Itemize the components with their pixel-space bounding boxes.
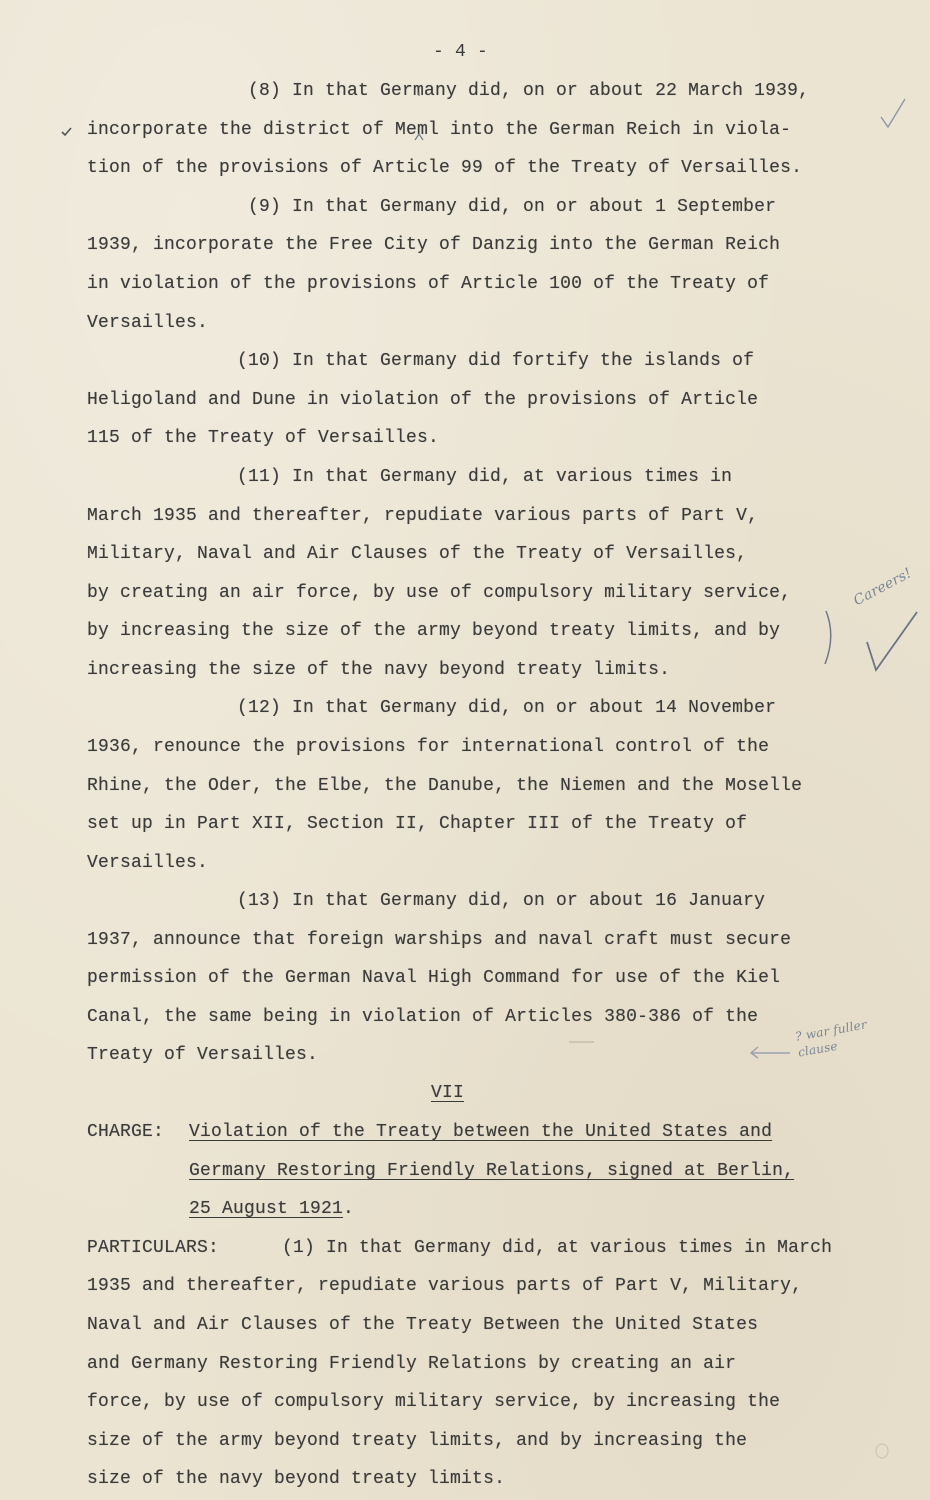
paragraph-8-line-3: tion of the provisions of Article 99 of the Treaty of Versailles. [87,158,803,178]
charge-date: 25 August 1921 [189,1199,344,1219]
particulars-label: PARTICULARS: [87,1238,220,1258]
paragraph-13-line-4: Canal, the same being in violation of Articles 380-386 of the [87,1007,759,1027]
margin-note-careers: Careers! [851,565,915,610]
charge-line-1: Violation of the Treaty between the United States and [189,1122,773,1142]
paragraph-12-line-5: Versailles. [87,853,209,873]
particulars-line-1: (1) In that Germany did, at various times in March [282,1238,833,1258]
particulars-line-2: 1935 and thereafter, repudiate various parts of Part V, Military, [87,1276,803,1296]
checkmark-icon [878,95,908,135]
paragraph-13-line-1: (13) In that Germany did, on or about 16 January [237,891,766,911]
paragraph-11-line-1: (11) In that Germany did, at various times in [237,467,733,487]
paragraph-12-line-1: (12) In that Germany did, on or about 14 November [237,698,777,718]
charge-period: . [343,1199,355,1219]
paragraph-13-line-5: Treaty of Versailles. [87,1045,319,1065]
paragraph-11-line-2: March 1935 and thereafter, repudiate various parts of Part V, [87,506,759,526]
paragraph-11-line-3: Military, Naval and Air Clauses of the Treaty of Versailles, [87,544,748,564]
faint-circle-mark [874,1442,890,1460]
paragraph-9-line-2: 1939, incorporate the Free City of Danzig into the German Reich [87,235,781,255]
page-number: - 4 - [433,42,489,62]
paragraph-12-line-4: set up in Part XII, Section II, Chapter III of the Treaty of [87,814,748,834]
paragraph-11-line-5: by increasing the size of the army beyond treaty limits, and by [87,621,781,641]
paragraph-9-line-4: Versailles. [87,313,209,333]
pencil-stray-mark [568,1040,596,1044]
paragraph-8-line-1: (8) In that Germany did, on or about 22 March 1939, [248,81,810,101]
paragraph-13-line-3: permission of the German Naval High Command for use of the Kiel [87,968,781,988]
margin-tick-mark-icon [60,125,74,139]
paragraph-9-line-3: in violation of the provisions of Article 100 of the Treaty of [87,274,770,294]
paragraph-11-line-6: increasing the size of the navy beyond treaty limits. [87,660,671,680]
paragraph-9-line-1: (9) In that Germany did, on or about 1 September [248,197,777,217]
margin-note-clause: ? war fuller clause [794,1017,868,1060]
particulars-line-6: size of the army beyond treaty limits, and by increasing the [87,1431,748,1451]
paragraph-10-line-3: 115 of the Treaty of Versailles. [87,428,440,448]
paragraph-8-line-2: incorporate the district of Meml into the German Reich in viola- [87,120,792,140]
charge-label: CHARGE: [87,1122,165,1142]
arrow-left-icon [748,1044,793,1060]
paragraph-11-line-4: by creating an air force, by use of compulsory military service, [87,583,792,603]
paragraph-12-line-3: Rhine, the Oder, the Elbe, the Danube, the Niemen and the Moselle [87,776,803,796]
charge-line-2: Germany Restoring Friendly Relations, signed at Berlin, [189,1161,795,1181]
paragraph-12-line-2: 1936, renounce the provisions for international control of the [87,737,770,757]
insertion-caret-icon [412,90,426,146]
paragraph-10-line-1: (10) In that Germany did fortify the islands of [237,351,755,371]
section-heading: VII [431,1083,465,1103]
particulars-line-4: and Germany Restoring Friendly Relations by creating an air [87,1354,737,1374]
paragraph-10-line-2: Heligoland and Dune in violation of the provisions of Article [87,390,759,410]
particulars-line-3: Naval and Air Clauses of the Treaty Between the United States [87,1315,759,1335]
bracket-mark-icon [820,608,840,668]
large-checkmark-icon [862,604,922,674]
paragraph-13-line-2: 1937, announce that foreign warships and naval craft must secure [87,930,792,950]
particulars-line-7: size of the navy beyond treaty limits. [87,1469,506,1489]
charge-line-3 [189,1198,354,1220]
particulars-line-5: force, by use of compulsory military service, by increasing the [87,1392,781,1412]
